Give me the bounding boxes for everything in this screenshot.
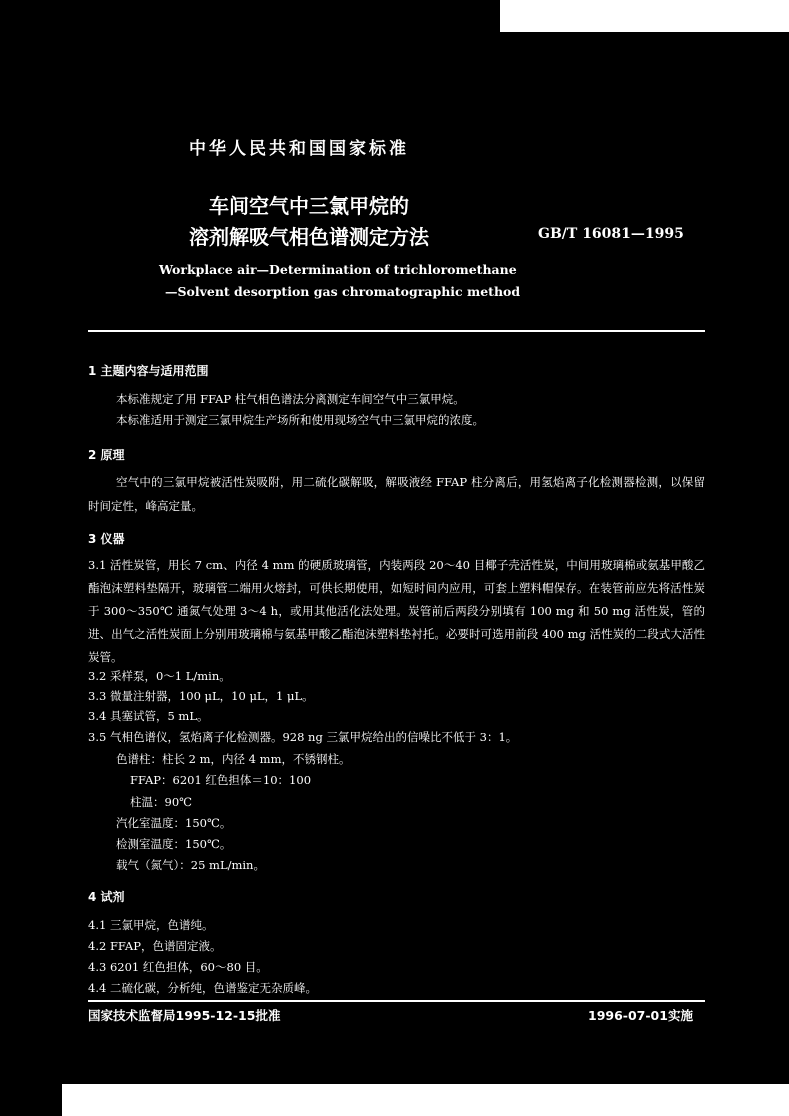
section-1-para-2: 本标准适用于测定三氯甲烷生产场所和使用现场空气中三氯甲烷的浓度。 bbox=[116, 413, 484, 427]
item-3-2: 3.2 采样泵，0～1 L/min。 bbox=[88, 669, 231, 683]
standard-number: GB/T 16081—1995 bbox=[538, 226, 684, 242]
vaporizer-temp: 汽化室温度：150℃。 bbox=[116, 816, 232, 830]
scan-edge-top bbox=[500, 0, 789, 32]
item-3-1: 3.1 活性炭管，用长 7 cm、内径 4 mm 的硬质玻璃管，内装两段 20～40 目椰子壳活性炭，中间用玻璃棉或氨基甲酸乙酯泡沫塑料垫隔开，玻璃管二端用火熔封，可供长期使用，如短时间内应用，可套上塑料帽保存。在装管前应先将活性炭于 300～350℃ 通氮气处理 3～4 h，或用其他活化法处理。炭管前后两段分别填有 100 mg 和 50 mg 活性炭，管的进、出气之活性炭面上分别用玻璃棉与氨基甲酸乙酯泡沫塑料垫衬托。必要时可选用前段 400 mg 活性炭的二段式大活性炭管。 bbox=[88, 558, 705, 664]
item-4-2: 4.2 FFAP，色谱固定液。 bbox=[88, 939, 222, 953]
effective-date: 1996-07-01实施 bbox=[588, 1008, 693, 1023]
section-1-title: 1 主题内容与适用范围 bbox=[88, 364, 209, 378]
section-4-title: 4 试剂 bbox=[88, 890, 125, 904]
carrier-gas: 载气（氮气）：25 mL/min。 bbox=[116, 858, 265, 872]
footer-divider bbox=[88, 1000, 705, 1002]
english-title-1: Workplace air—Determination of trichloromethane bbox=[159, 262, 517, 277]
title-line-2: 溶剂解吸气相色谱测定方法 bbox=[189, 225, 429, 249]
item-3-3: 3.3 微量注射器，100 μL，10 μL，1 μL。 bbox=[88, 689, 314, 703]
item-4-4: 4.4 二硫化碳，分析纯，色谱鉴定无杂质峰。 bbox=[88, 981, 317, 995]
section-1-para-1: 本标准规定了用 FFAP 柱气相色谱法分离测定车间空气中三氯甲烷。 bbox=[116, 392, 465, 406]
scan-edge-bottom bbox=[62, 1084, 789, 1116]
national-standard-heading: 中华人民共和国国家标准 bbox=[189, 139, 409, 159]
item-4-3: 4.3 6201 红色担体，60～80 目。 bbox=[88, 960, 268, 974]
section-3-title: 3 仪器 bbox=[88, 532, 125, 546]
item-4-1: 4.1 三氯甲烷，色谱纯。 bbox=[88, 918, 214, 932]
section-2-para: 空气中的三氯甲烷被活性炭吸附，用二硫化碳解吸，解吸液经 FFAP 柱分离后，用氢焰离子化检测器检测，以保留时间定性，峰高定量。 bbox=[88, 475, 705, 513]
detector-temp: 检测室温度：150℃。 bbox=[116, 837, 232, 851]
english-title-2: —Solvent desorption gas chromatographic method bbox=[165, 284, 521, 299]
section-2-title: 2 原理 bbox=[88, 448, 125, 462]
title-line-1: 车间空气中三氯甲烷的 bbox=[209, 194, 409, 218]
ffap-ratio: FFAP：6201 红色担体＝10：100 bbox=[130, 773, 312, 787]
header-divider bbox=[88, 330, 705, 332]
column-temp: 柱温：90℃ bbox=[130, 795, 192, 809]
item-3-5: 3.5 气相色谱仪，氢焰离子化检测器。928 ng 三氯甲烷给出的信噪比不低于 3：1。 bbox=[88, 730, 518, 744]
column-spec: 色谱柱：柱长 2 m，内径 4 mm，不锈钢柱。 bbox=[116, 752, 351, 766]
item-3-4: 3.4 具塞试管，5 mL。 bbox=[88, 709, 209, 723]
approval-date: 国家技术监督局1995-12-15批准 bbox=[88, 1008, 281, 1023]
